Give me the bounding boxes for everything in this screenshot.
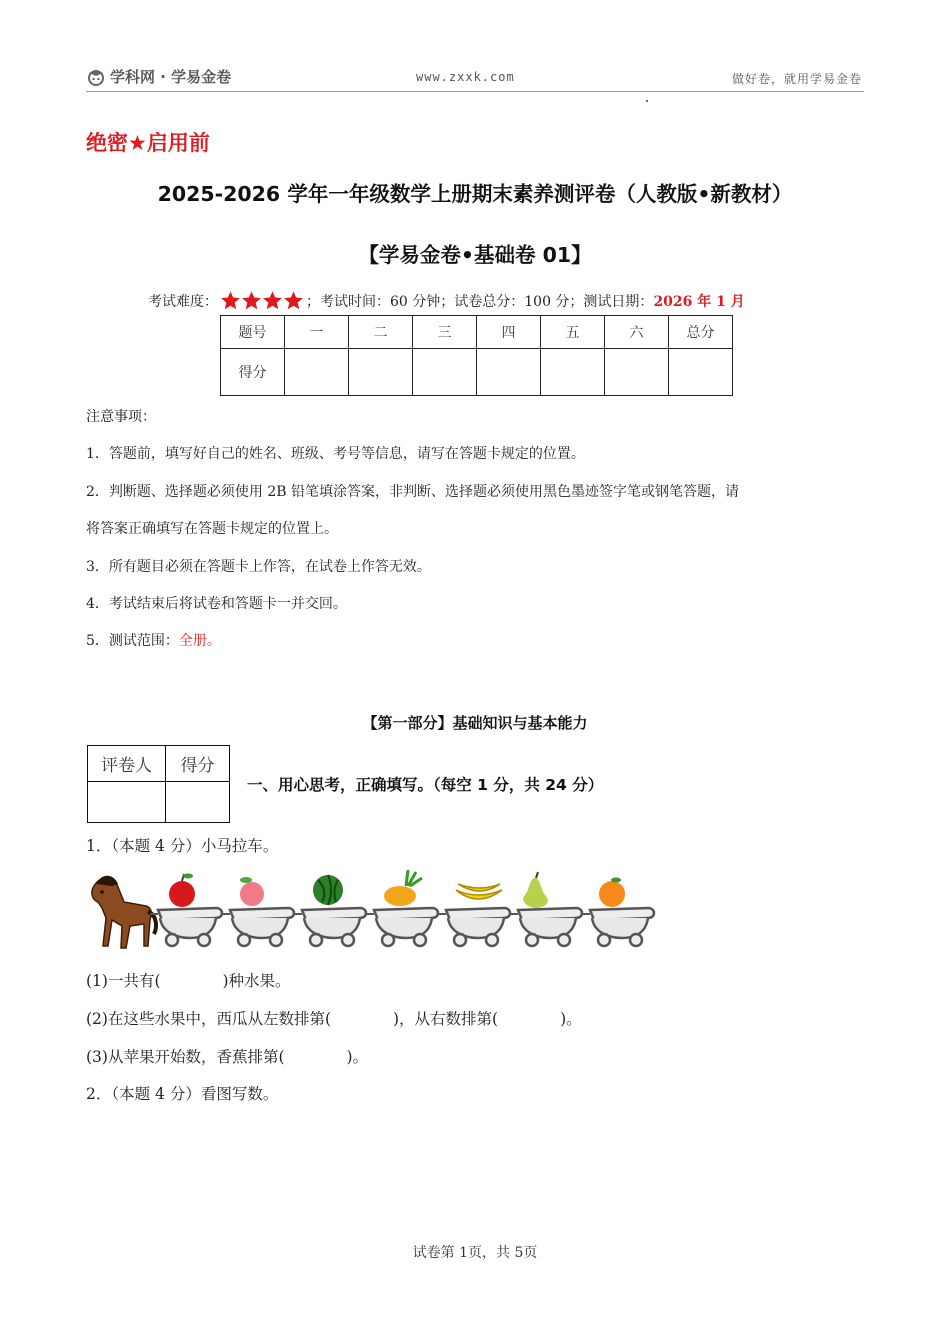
score-table (220, 315, 733, 396)
score-col-4: 四 (477, 316, 541, 349)
apple-icon (169, 874, 195, 908)
note-item: 4．考试结束后将试卷和答题卡一并交回。 (86, 596, 347, 612)
score-cell[interactable] (605, 349, 669, 396)
exam-subtitle: 【学易金卷•基础卷 01】 (358, 243, 592, 267)
score-cell[interactable] (477, 349, 541, 396)
site-url[interactable]: www.zxxk.com (416, 70, 515, 84)
score-cell[interactable] (285, 349, 349, 396)
orange-icon (599, 878, 625, 908)
grader-score-label: 得分 (166, 746, 230, 782)
score-cell[interactable] (541, 349, 605, 396)
exam-info (148, 290, 745, 311)
score-cell[interactable] (349, 349, 413, 396)
pineapple-icon (384, 870, 422, 906)
logo-text: 学科网 · 学易金卷 (110, 68, 232, 86)
note-5-prefix: 5．测试范围： (86, 633, 179, 649)
exam-date: 2026 年 1 月 (653, 293, 745, 310)
banana-icon (456, 884, 502, 899)
notes-title: 注意事项： (86, 409, 156, 425)
score-col-3: 三 (413, 316, 477, 349)
header-slogan: 做好卷，就用学易金卷 (731, 72, 862, 86)
grader-table (87, 745, 230, 823)
note-item (86, 630, 221, 650)
score-col-total: 总分 (669, 316, 733, 349)
note-item: 2．判断题、选择题必须使用 2B 铅笔填涂答案，非判断、选择题必须使用黑色墨迹签字笔或钢笔答题，请 (86, 484, 740, 500)
q2-stem: 2．（本题 4 分）看图写数。 (86, 1085, 279, 1103)
peach-icon (240, 877, 264, 906)
q1-sub1: (1)一共有( )种水果。 (86, 972, 291, 990)
score-header-label: 题号 (221, 316, 285, 349)
site-logo[interactable] (86, 66, 231, 87)
note-5-suffix: 。 (206, 633, 221, 649)
part1-heading: 一、用心思考，正确填写。（每空 1 分，共 24 分） (247, 776, 604, 794)
note-item: 将答案正确填写在答题卡规定的位置上。 (86, 521, 338, 537)
difficulty-stars (220, 290, 304, 311)
pear-icon (523, 872, 548, 908)
score-cell[interactable] (669, 349, 733, 396)
score-col-5: 五 (541, 316, 605, 349)
page-header (86, 64, 864, 92)
section-title: 【第一部分】基础知识与基本能力 (362, 714, 588, 732)
note-item: 1．答题前，填写好自己的姓名、班级、考号等信息，请写在答题卡规定的位置。 (86, 446, 585, 462)
page-footer: 试卷第 1页，共 5页 (412, 1245, 538, 1261)
score-col-6: 六 (605, 316, 669, 349)
score-col-2: 二 (349, 316, 413, 349)
q1-stem: 1．（本题 4 分）小马拉车。 (86, 837, 279, 855)
reviewer-cell[interactable] (88, 782, 166, 823)
star-icon (241, 290, 262, 311)
q1-sub3: (3)从苹果开始数，香蕉排第( )。 (86, 1048, 369, 1066)
logo-icon (86, 67, 106, 87)
watermelon-icon (313, 875, 343, 905)
exam-title: 2025-2026 学年一年级数学上册期末素养测评卷（人教版•新教材） (157, 182, 793, 206)
star-icon (220, 290, 241, 311)
difficulty-label: 考试难度： (148, 293, 218, 310)
score-cell[interactable] (413, 349, 477, 396)
star-icon (283, 290, 304, 311)
star-icon (262, 290, 283, 311)
exam-meta: ；考试时间：60 分钟；试卷总分：100 分；测试日期： (306, 293, 654, 310)
grader-score-cell[interactable] (166, 782, 230, 823)
dot-mark (646, 100, 648, 102)
reviewer-label: 评卷人 (88, 746, 166, 782)
note-item: 3．所有题目必须在答题卡上作答，在试卷上作答无效。 (86, 559, 431, 575)
score-col-1: 一 (285, 316, 349, 349)
test-scope: 全册 (178, 633, 207, 649)
score-row-label: 得分 (221, 349, 285, 396)
secret-mark: 绝密★启用前 (86, 131, 210, 155)
q1-sub2: (2)在这些水果中，西瓜从左数排第( )，从右数排第( )。 (86, 1010, 582, 1028)
horse-train-picture (86, 868, 666, 958)
horse-icon (92, 876, 156, 948)
cart-icon (158, 908, 654, 946)
